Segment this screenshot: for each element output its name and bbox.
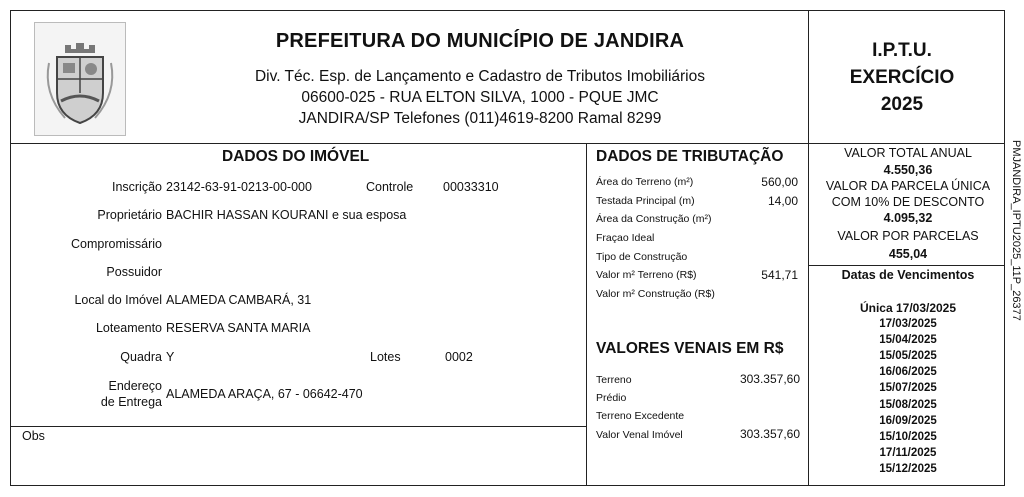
tributacao-value: 14,00	[767, 194, 798, 208]
venal-value: 303.357,60	[739, 372, 800, 386]
coat-of-arms-logo	[34, 22, 126, 136]
tributacao-label: Área do Terreno (m²)	[596, 176, 694, 188]
valor-parcelas-value: 455,04	[888, 247, 928, 261]
compromissario-label: Compromissário	[71, 237, 162, 251]
tributacao-label: Testada Principal (m)	[596, 195, 695, 207]
lotes-value: 0002	[445, 350, 473, 364]
obs-label: Obs	[22, 429, 45, 443]
vencimentos-title: Datas de Vencimentos	[841, 268, 975, 282]
due-date: Única 17/03/2025	[859, 301, 957, 315]
venal-label: Terreno Excedente	[596, 410, 685, 422]
venal-label: Terreno	[596, 374, 632, 386]
tributacao-value: 541,71	[761, 268, 798, 282]
quadra-value: Y	[166, 350, 175, 364]
loteamento-value: RESERVA SANTA MARIA	[166, 321, 311, 335]
inscricao-value: 23142-63-91-0213-00-000	[166, 180, 312, 194]
contact-line: JANDIRA/SP Telefones (011)4619-8200 Ramal 8299	[298, 110, 662, 127]
tributacao-label: Valor m² Terreno (R$)	[596, 269, 697, 281]
iptu-title: I.P.T.U.	[872, 40, 932, 61]
valor-total-value: 4.550,36	[883, 163, 933, 177]
tributacao-divider	[586, 143, 587, 486]
endereco-label-1: Endereço	[108, 379, 162, 393]
venal-label: Valor Venal Imóvel	[596, 429, 683, 441]
parcela-unica-value: 4.095,32	[883, 211, 933, 225]
due-date: 16/06/2025	[879, 366, 937, 378]
due-date: 16/09/2025	[879, 415, 937, 427]
tributacao-label: Fraçao Ideal	[596, 232, 655, 244]
due-date: 15/08/2025	[879, 399, 937, 411]
due-date: 17/03/2025	[879, 318, 937, 330]
proprietario-label: Proprietário	[97, 208, 162, 222]
quadra-label: Quadra	[120, 350, 162, 364]
endereco-value: ALAMEDA ARAÇA, 67 - 06642-470	[166, 387, 363, 401]
local-imovel-value: ALAMEDA CAMBARÁ, 31	[166, 293, 312, 307]
due-date: 15/12/2025	[879, 463, 937, 475]
local-imovel-label: Local do Imóvel	[74, 293, 162, 307]
tributacao-label: Área da Construção (m²)	[596, 213, 712, 225]
tributacao-value: 560,00	[761, 175, 798, 189]
obs-divider	[10, 426, 586, 427]
header-divider	[10, 143, 1005, 144]
iptu-exercicio: EXERCÍCIO	[849, 67, 955, 88]
side-code: PMJANDIRA_IPTU2025_11P_26377	[1010, 140, 1022, 321]
lotes-label: Lotes	[370, 350, 401, 364]
valor-parcelas-label: VALOR POR PARCELAS	[837, 229, 979, 243]
due-date: 15/04/2025	[879, 334, 937, 346]
venal-value: 303.357,60	[739, 427, 800, 441]
tributacao-label: Tipo de Construção	[596, 251, 688, 263]
endereco-label-2: de Entrega	[100, 395, 162, 409]
tributacao-section-title: DADOS DE TRIBUTAÇÃO	[596, 148, 784, 165]
parcela-unica-label-1: VALOR DA PARCELA ÚNICA	[825, 179, 991, 193]
loteamento-label: Loteamento	[95, 321, 162, 335]
address-line: 06600-025 - RUA ELTON SILVA, 1000 - PQUE JMC	[301, 89, 659, 106]
imovel-section-title: DADOS DO IMÓVEL	[222, 148, 370, 165]
venal-label: Prédio	[596, 392, 627, 404]
valor-total-label: VALOR TOTAL ANUAL	[844, 146, 972, 160]
due-date: 15/07/2025	[879, 382, 937, 394]
due-date: 15/05/2025	[879, 350, 937, 362]
venais-section-title: VALORES VENAIS EM R$	[596, 340, 784, 357]
vencimentos-divider	[808, 265, 1005, 266]
controle-value: 00033310	[443, 180, 499, 194]
inscricao-label: Inscrição	[111, 180, 162, 194]
iptu-year: 2025	[880, 94, 924, 115]
parcela-unica-label-2: COM 10% DE DESCONTO	[831, 195, 985, 209]
department-line: Div. Téc. Esp. de Lançamento e Cadastro de Tributos Imobiliários	[254, 68, 705, 85]
possuidor-label: Possuidor	[106, 265, 162, 279]
proprietario-value: BACHIR HASSAN KOURANI e sua esposa	[166, 208, 407, 222]
tributacao-label: Valor m² Construção (R$)	[596, 288, 715, 300]
controle-label: Controle	[366, 180, 414, 194]
municipality-title: PREFEITURA DO MUNICÍPIO DE JANDIRA	[275, 30, 685, 52]
due-date: 17/11/2025	[879, 447, 937, 459]
due-date: 15/10/2025	[879, 431, 937, 443]
